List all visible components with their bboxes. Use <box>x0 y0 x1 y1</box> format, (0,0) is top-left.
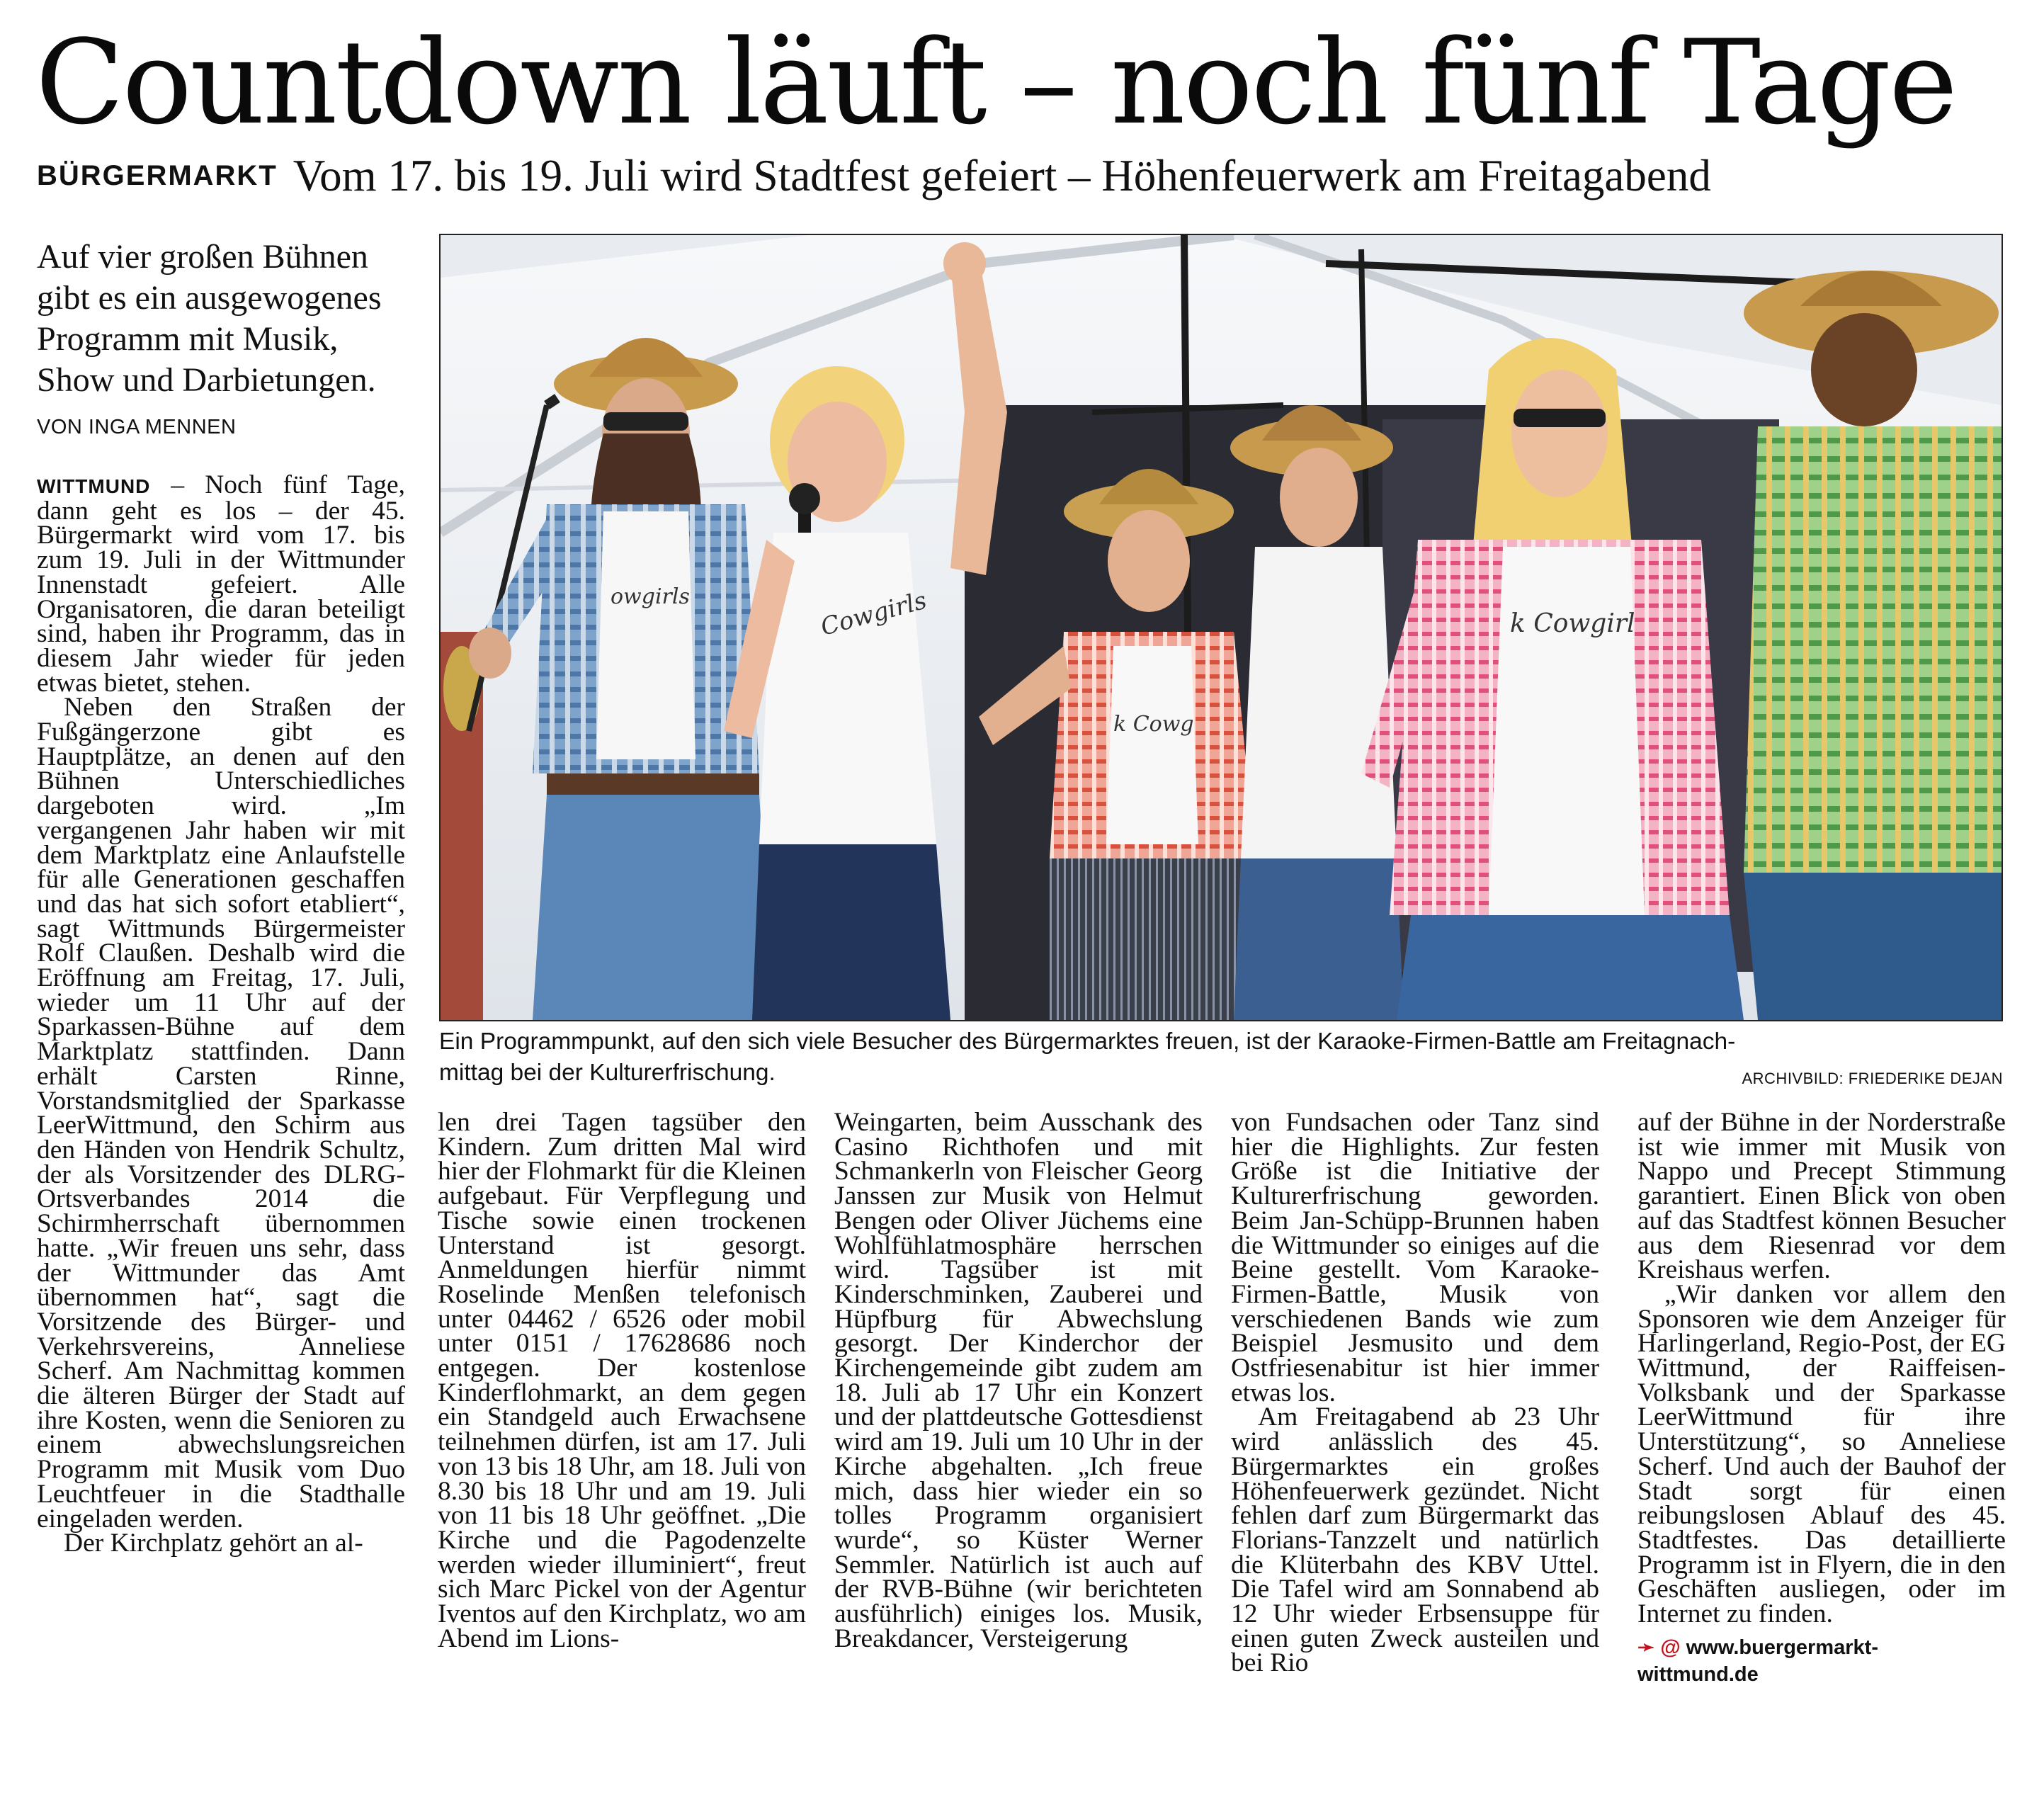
article-column-1 <box>37 470 405 1798</box>
shirt-text-1: Cowgirls <box>817 586 930 642</box>
at-icon: @ <box>1660 1636 1681 1659</box>
arrow-icon: ➛ <box>1637 1636 1655 1659</box>
article-column-2 <box>438 1108 806 1653</box>
article-photo <box>439 234 2003 1021</box>
shirt-text-3: k Cowg <box>1113 712 1194 737</box>
article-column-5 <box>1637 1108 2006 1688</box>
column-4-paragraph-1: von Fundsachen oder Tanz sind hier die Highlights. Zur festen Größe ist die Initiative der Kulturerfrischung geworden. Beim Jan-Schüpp-Brunnen haben die Wittmunder so einiges auf die Beine gestellt. Vom Karaoke-Firmen-Battle, Musik von verschiedenen Bands wie zum Beispiel Jesmusito und dem Ostfriesenabitur ist hier immer etwas los. <box>1231 1108 1599 1407</box>
column-4-paragraph-2: Am Freitagabend ab 23 Uhr wird anlässlich des 45. Bürgermarktes ein großes Höhenfeuerwerk gezündet. Nicht fehlen darf zum Bürgermarkt das Florians-Tanzzelt und natürlich die Klüterbahn des KBV Uttel. Die Tafel wird am Sonnabend ab 12 Uhr wieder Erbsensuppe für einen guten Zweck austeilen und bei Rio <box>1231 1402 1599 1678</box>
shirt-text-2: owgirls <box>611 584 690 609</box>
paragraph-1: WITTMUND – Noch fünf Tage, dann geht es los – der 45. Bürgermarkt wird vom 17. bis zum 19. Juli in der Wittmunder Innenstadt gefeiert. Alle Organisatoren, die daran beteiligt sind, haben ihr Programm, das in diesem Jahr wieder für jeden etwas bietet, stehen. <box>37 470 405 698</box>
paragraph-2: Neben den Straßen der Fußgängerzone gibt es Hauptplätze, an denen auf den Bühnen Unterschiedliches dargeboten wird. „Im vergangenen Jahr haben wir mit dem Marktplatz eine Anlaufstelle für alle Generationen geschaffen und das hat sich sofort etabliert“, sagt Wittmunds Bürgermeister Rolf Claußen. Deshalb wird die Eröffnung am Freitag, 17. Juli, wieder um 11 Uhr auf der Sparkassen-Bühne auf dem Marktplatz stattfinden. Dann erhält Carsten Rinne, Vorstandsmitglied der Sparkasse LeerWittmund, den Schirm aus den Händen von Hendrik Schultz, der als Vorsitzender des DLRG-Ortsverbandes 2014 die Schirmherrschaft übernommen hatte. „Wir freuen uns sehr, dass der Wittmunder das Amt übernommen hat“, sagt die Vorsitzende des Bürger- und Verkehrsvereins, Anneliese Scherf. Am Nachmittag kommen die älteren Bürger der Stadt auf ihre Kosten, wenn die Senioren zu einem abwechslungsreichen Programm mit Musik vom Duo Leuchtfeuer in die Stadthalle eingeladen werden. <box>37 693 405 1534</box>
column-2-text: len drei Tagen tagsüber den Kindern. Zum dritten Mal wird hier der Flohmarkt für die Kleinen aufgebaut. Für Verpflegung und Tische sowie einen trockenen Unterstand ist gesorgt. Anmeldungen hierfür nimmt Roselinde Menßen telefonisch unter 04462 / 6526 oder mobil unter 0151 / 17628686 noch entgegen. Der kostenlose Kinderflohmarkt, an dem gegen ein Standgeld auch Erwachsene teilnehmen dürfen, ist am 17. Juli von 13 bis 18 Uhr, am 18. Juli von 8.30 bis 18 Uhr und am 19. Juli von 11 bis 18 Uhr geöffnet. „Die Kirche und die Pagodenzelte werden wieder illuminiert“, freut sich Marc Pickel von der Agentur Iventos auf den Kirchplatz, wo am Abend im Lions- <box>438 1108 806 1653</box>
photo-credit: ARCHIVBILD: FRIEDERIKE DEJAN <box>1742 1070 2003 1087</box>
paragraph-3-start: Der Kirchplatz gehört an al- <box>64 1529 363 1558</box>
subheadline: Vom 17. bis 19. Juli wird Stadtfest gefeiert – Höhenfeuerwerk am Freitagabend <box>293 151 1711 200</box>
subheadline-row <box>37 150 2020 202</box>
website-url-line-2: wittmund.de <box>1637 1662 1759 1686</box>
website-url-line-1: www.buergermarkt- <box>1686 1636 1878 1659</box>
article-column-4 <box>1231 1108 1599 1678</box>
byline: VON INGA MENNEN <box>37 416 237 438</box>
intro-text: Auf vier großen Bühnen gibt es ein ausgewogenes Programm mit Musik, Show und Darbietungen. <box>37 238 382 399</box>
dateline: WITTMUND <box>37 475 151 497</box>
caption-line-1: Ein Programmpunkt, auf den sich viele Besucher des Bürgermarktes freuen, ist der Karaoke-Firmen-Battle am Freitagnach- <box>439 1028 1736 1055</box>
column-3-text: Weingarten, beim Ausschank des Casino Richthofen und mit Schmankerln von Fleischer Georg Janssen zur Musik von Helmut Bengen oder Oliver Jüchems eine Wohlfühlatmosphäre herrschen wird. Tagsüber ist mit Kinderschminken, Zauberei und Hüpfburg für Abwechslung gesorgt. Der Kinderchor der Kirchengemeinde gibt zudem am 18. Juli ab 17 Uhr ein Konzert und der plattdeutsche Gottesdienst wird am 19. Juli um 10 Uhr in der Kirche abgehalten. „Ich freue mich, dass hier wieder ein so tolles Programm organisiert wurde“, so Küster Werner Semmler. Natürlich ist auch auf der RVB-Bühne (wir berichteten ausführlich) einiges los. Musik, Breakdancer, Versteigerung <box>834 1108 1203 1653</box>
article-column-3 <box>834 1108 1203 1653</box>
website-link[interactable] <box>1637 1634 2006 1688</box>
column-5-paragraph-2: „Wir danken vor allem den Sponsoren wie dem Anzeiger für Harlingerland, Regio-Post, der EG Wittmund, der Raiffeisen-Volksbank und der Sparkasse LeerWittmund für ihre Unterstützung“, so Anneliese Scherf. Und auch der Bauhof der Stadt sorgt für einen reibungslosen Ablauf des 45. Stadtfestes. Das detaillierte Programm ist in Flyern, die in den Geschäften ausliegen, oder im Internet zu finden. <box>1637 1279 2006 1629</box>
caption-line-2: mittag bei der Kulturerfrischung. <box>439 1060 776 1086</box>
headline: Countdown läuft – noch fünf Tage <box>35 15 1956 150</box>
photo-illustration <box>441 235 2002 1020</box>
kicker: BÜRGERMARKT <box>37 160 278 191</box>
shirt-text-4: k Cowgirl <box>1510 609 1635 638</box>
column-5-paragraph-1: auf der Bühne in der Norderstraße ist wie immer mit Musik von Nappo und Precept Stimmung garantiert. Einen Blick von oben auf das Stadtfest können Besucher aus dem Riesenrad vor dem Kreishaus werfen. <box>1637 1108 2006 1285</box>
